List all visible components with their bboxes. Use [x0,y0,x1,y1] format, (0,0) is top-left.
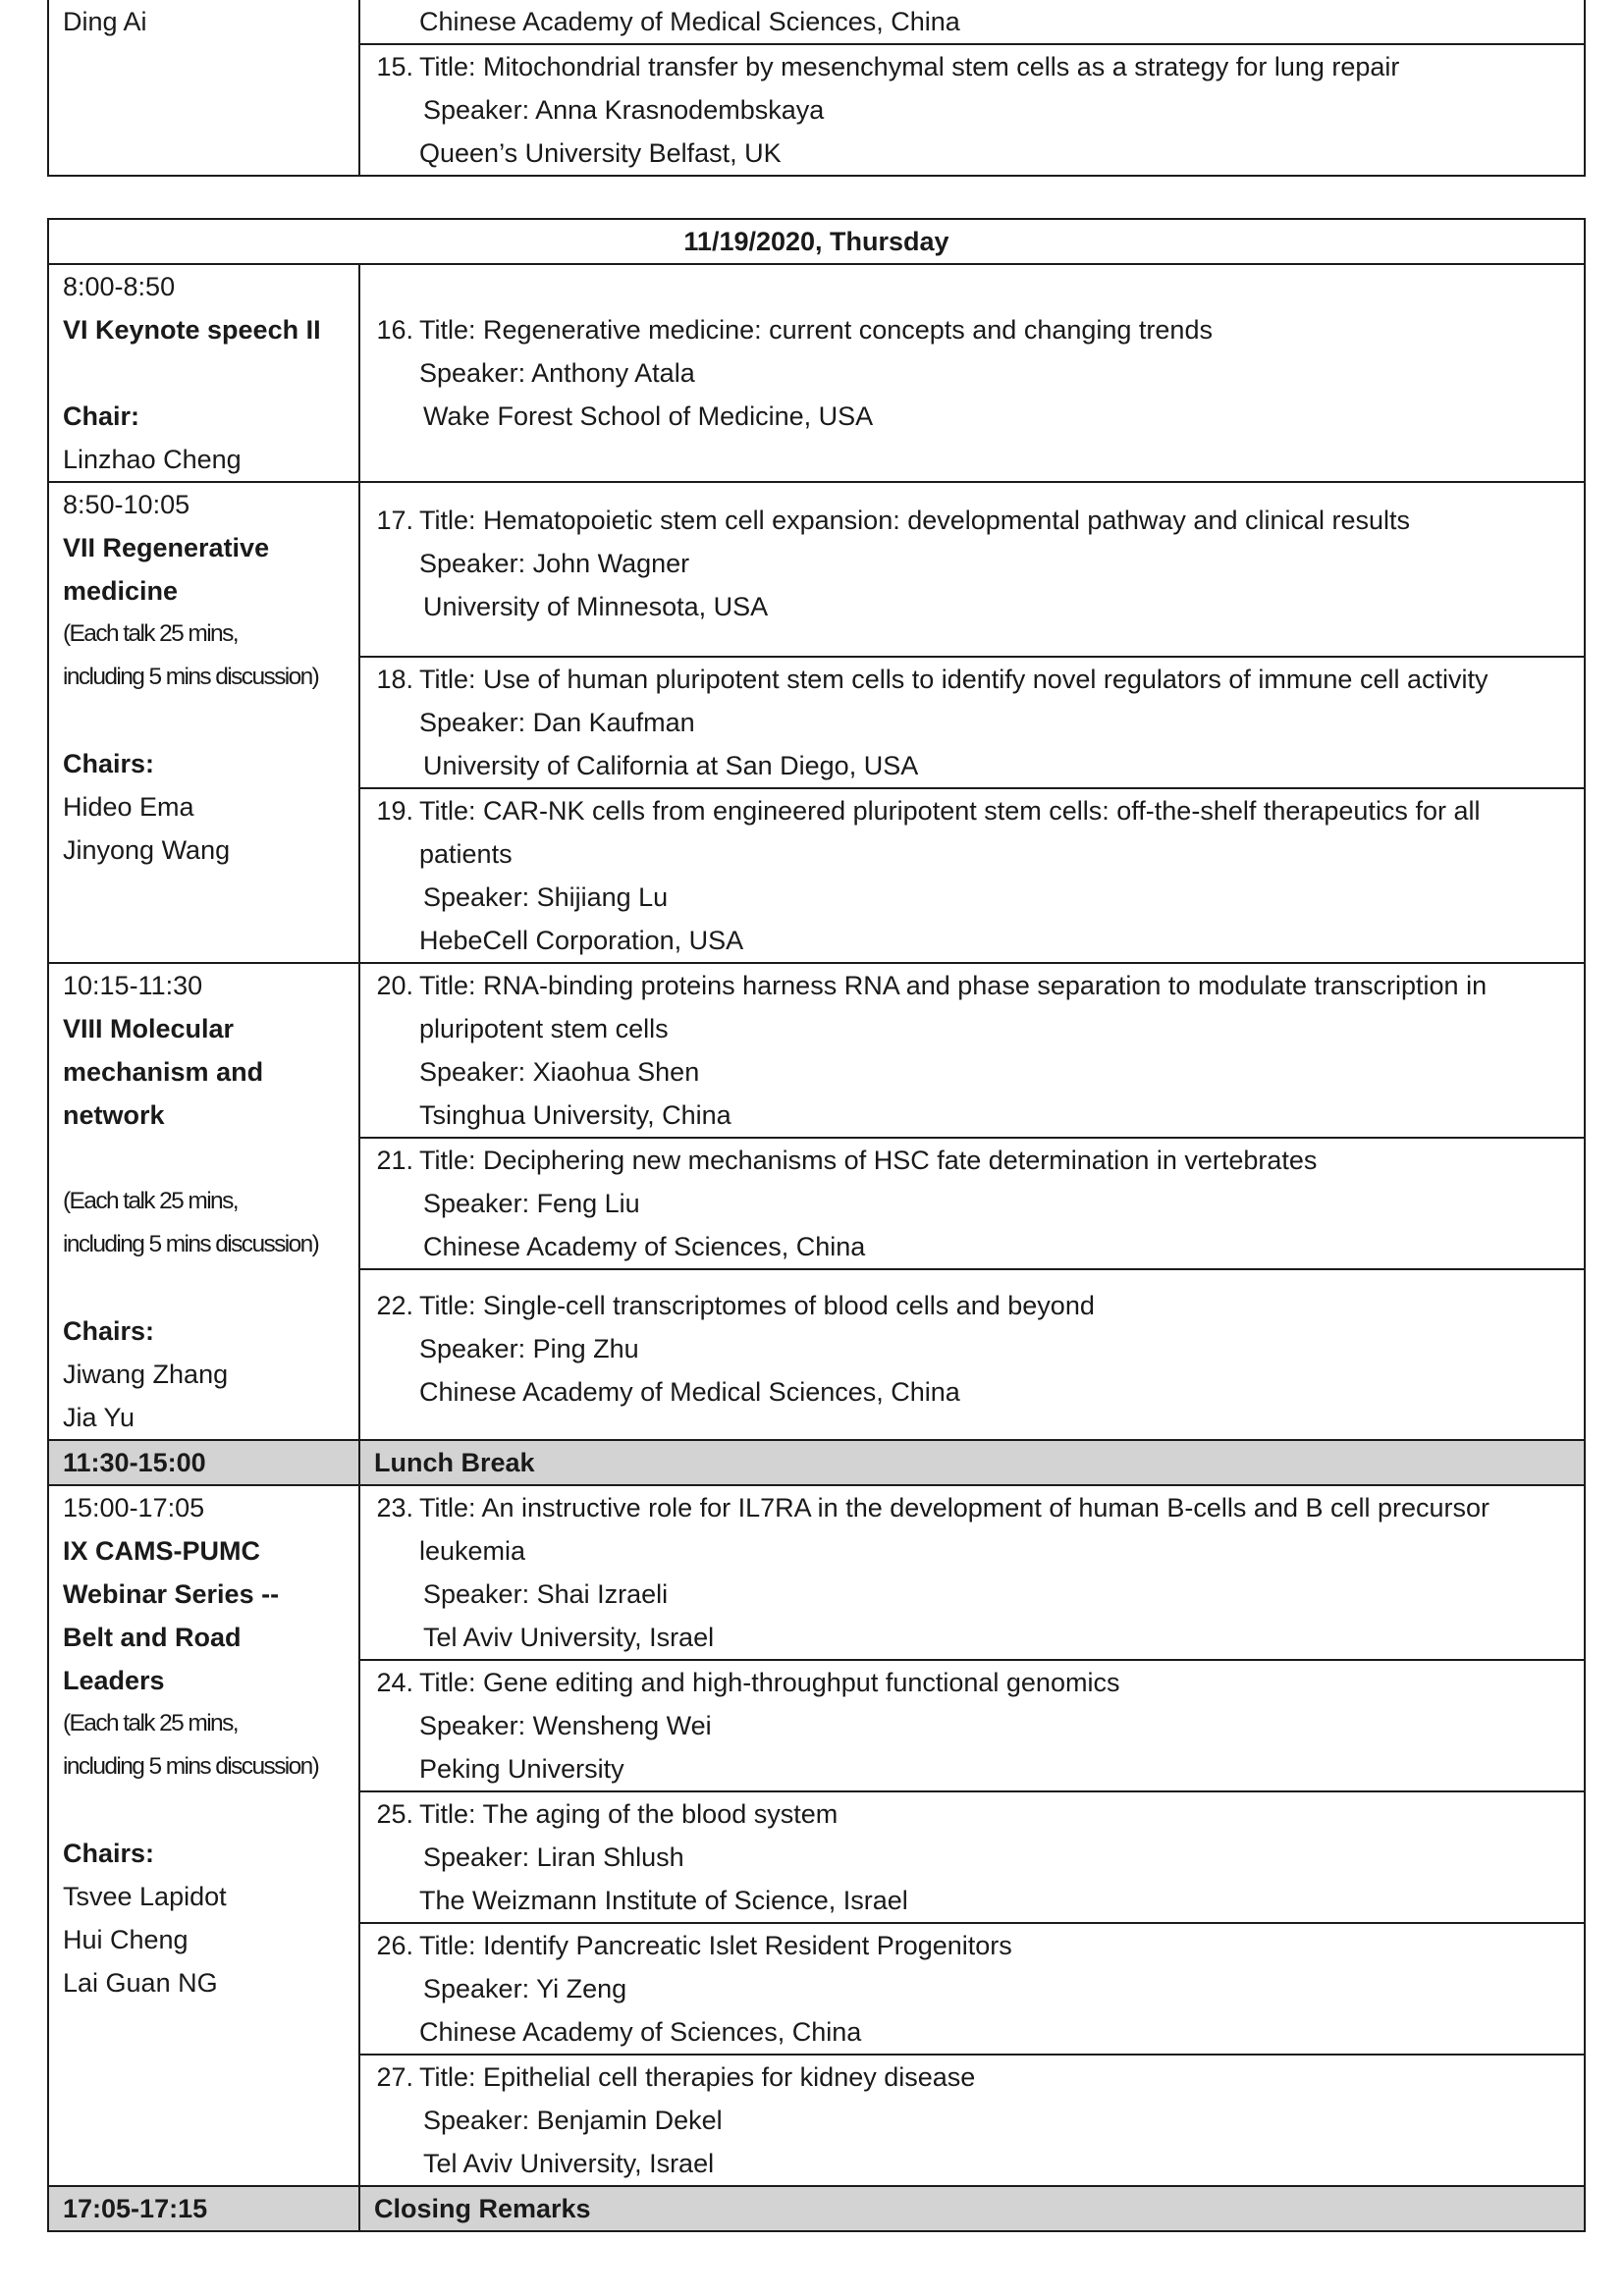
talk-number: 18. [376,665,413,694]
session-note: including 5 mins discussion) [63,1231,319,1257]
closing-label: Closing Remarks [359,2186,1585,2231]
break-time: 11:30-15:00 [48,1440,359,1485]
talk-affiliation: Tsinghua University, China [419,1100,731,1130]
talk-title: Title: Hematopoietic stem cell expansion: developmental pathway and clinical results [419,506,1411,535]
session-row [48,1485,1585,1660]
talk-number: 15. [376,52,413,81]
chair-name: Jiwang Zhang [63,1360,229,1389]
talk-title: Title: Regenerative medicine: current concepts and changing trends [419,315,1213,345]
talk-title: pluripotent stem cells [419,1014,669,1043]
session-note: (Each talk 25 mins, [63,620,238,647]
talk-number: 25. [376,1799,413,1829]
talk-cell [359,1485,1585,1660]
talk-title: Title: An instructive role for IL7RA in the development of human B-cells and B cell precursor [419,1493,1490,1522]
talk-affiliation: Wake Forest School of Medicine, USA [423,401,874,431]
session-row [48,0,1585,44]
talk-title: Title: Single-cell transcriptomes of blood cells and beyond [419,1291,1095,1320]
talk-cell [359,1269,1585,1440]
talk-title: Title: Mitochondrial transfer by mesenchymal stem cells as a strategy for lung repair [419,52,1400,81]
session-title: medicine [63,576,179,606]
talk-affiliation: Peking University [419,1754,624,1784]
session-title: Leaders [63,1666,165,1695]
session-cell [48,0,359,176]
talk-affiliation: Tel Aviv University, Israel [423,1623,715,1652]
talk-cell [359,788,1585,963]
talk-cell [359,657,1585,788]
talk-number: 27. [376,2062,413,2092]
talk-affiliation: Chinese Academy of Medical Sciences, China [419,7,960,36]
talk-number: 20. [376,971,413,1000]
talk-number: 17. [376,506,413,535]
talk-title: Title: The aging of the blood system [419,1799,839,1829]
talk-affiliation: Tel Aviv University, Israel [423,2149,715,2178]
talk-speaker: Speaker: Xiaohua Shen [419,1057,700,1087]
session-note: including 5 mins discussion) [63,664,319,690]
session-note: (Each talk 25 mins, [63,1710,238,1736]
talk-speaker: Speaker: Wensheng Wei [419,1711,712,1740]
talk-affiliation: Chinese Academy of Sciences, China [419,2017,862,2047]
chair-name: Linzhao Cheng [63,445,242,474]
break-row [48,2186,1585,2231]
date-header: 11/19/2020, Thursday [48,219,1585,264]
talk-title: Title: Epithelial cell therapies for kidney disease [419,2062,976,2092]
talk-speaker: Speaker: John Wagner [419,549,690,578]
chairs-label: Chair: [63,401,140,431]
chair-name: Hui Cheng [63,1925,189,1954]
talk-title: patients [419,839,513,869]
talk-number: 19. [376,796,413,826]
talk-number: 26. [376,1931,413,1960]
date-header-row [48,219,1585,264]
session-cell [48,1485,359,2186]
schedule-table-thursday [47,218,1586,2232]
talk-affiliation: University of Minnesota, USA [423,592,769,621]
chair-name: Jia Yu [63,1403,135,1432]
session-row [48,963,1585,1138]
talk-title: Title: Identify Pancreatic Islet Resident Progenitors [419,1931,1012,1960]
talk-title: Title: RNA-binding proteins harness RNA and phase separation to modulate transcription in [419,971,1488,1000]
talk-cell [359,1923,1585,2055]
talk-cell [359,1138,1585,1269]
talk-cell [359,1791,1585,1923]
talk-speaker: Speaker: Benjamin Dekel [423,2106,723,2135]
talk-title: Title: Deciphering new mechanisms of HSC fate determination in vertebrates [419,1146,1318,1175]
session-note: (Each talk 25 mins, [63,1188,238,1214]
chair-name: Hideo Ema [63,792,194,822]
talk-number: 22. [376,1291,413,1320]
session-cell [48,264,359,482]
talk-cell [359,482,1585,657]
talk-cell [359,264,1585,482]
session-title: VII Regenerative [63,533,270,562]
session-note: including 5 mins discussion) [63,1753,319,1780]
session-time: 10:15-11:30 [63,971,203,1000]
talk-speaker: Speaker: Liran Shlush [423,1842,684,1872]
chairs-label: Chairs: [63,749,155,778]
talk-speaker: Speaker: Feng Liu [423,1189,640,1218]
talk-cell [359,0,1585,44]
closing-time: 17:05-17:15 [48,2186,359,2231]
session-title: network [63,1100,165,1130]
session-title: VIII Molecular [63,1014,235,1043]
talk-affiliation: HebeCell Corporation, USA [419,926,744,955]
talk-number: 23. [376,1493,413,1522]
talk-speaker: Speaker: Dan Kaufman [419,708,695,737]
talk-number: 16. [376,315,413,345]
talk-cell [359,2055,1585,2186]
session-cell [48,963,359,1440]
session-title: mechanism and [63,1057,264,1087]
break-label: Lunch Break [359,1440,1585,1485]
talk-title: leukemia [419,1536,526,1566]
talk-cell [359,1660,1585,1791]
chair-name: Jinyong Wang [63,835,231,865]
session-row [48,482,1585,657]
chair-name: Tsvee Lapidot [63,1882,227,1911]
talk-speaker: Speaker: Anthony Atala [419,358,695,388]
session-row [48,264,1585,482]
talk-cell [359,963,1585,1138]
talk-title: Title: CAR-NK cells from engineered pluripotent stem cells: off-the-shelf therapeutics for all [419,796,1481,826]
session-time: 8:00-8:50 [63,272,176,301]
talk-number: 21. [376,1146,413,1175]
talk-speaker: Speaker: Anna Krasnodembskaya [423,95,825,125]
talk-speaker: Speaker: Shai Izraeli [423,1579,669,1609]
session-title: IX CAMS-PUMC [63,1536,260,1566]
session-title: Webinar Series -- [63,1579,280,1609]
talk-speaker: Speaker: Shijiang Lu [423,882,669,912]
session-time: 8:50-10:05 [63,490,190,519]
talk-cell [359,44,1585,176]
talk-affiliation: Chinese Academy of Sciences, China [423,1232,866,1261]
session-title: VI Keynote speech II [63,315,321,345]
talk-speaker: Speaker: Ping Zhu [419,1334,639,1363]
talk-title: Title: Gene editing and high-throughput functional genomics [419,1668,1120,1697]
break-row [48,1440,1585,1485]
session-cell [48,482,359,963]
talk-affiliation: Queen’s University Belfast, UK [419,138,782,168]
chair-name: Ding Ai [63,7,147,36]
session-time: 15:00-17:05 [63,1493,205,1522]
talk-affiliation: Chinese Academy of Medical Sciences, China [419,1377,960,1407]
talk-affiliation: The Weizmann Institute of Science, Israel [419,1886,908,1915]
talk-speaker: Speaker: Yi Zeng [423,1974,627,2003]
chair-name: Lai Guan NG [63,1968,218,1998]
chairs-label: Chairs: [63,1316,155,1346]
talk-title: Title: Use of human pluripotent stem cells to identify novel regulators of immune cell activity [419,665,1489,694]
session-title: Belt and Road [63,1623,242,1652]
schedule-table-continued [47,0,1586,177]
talk-affiliation: University of California at San Diego, USA [423,751,919,780]
chairs-label: Chairs: [63,1839,155,1868]
talk-number: 24. [376,1668,413,1697]
